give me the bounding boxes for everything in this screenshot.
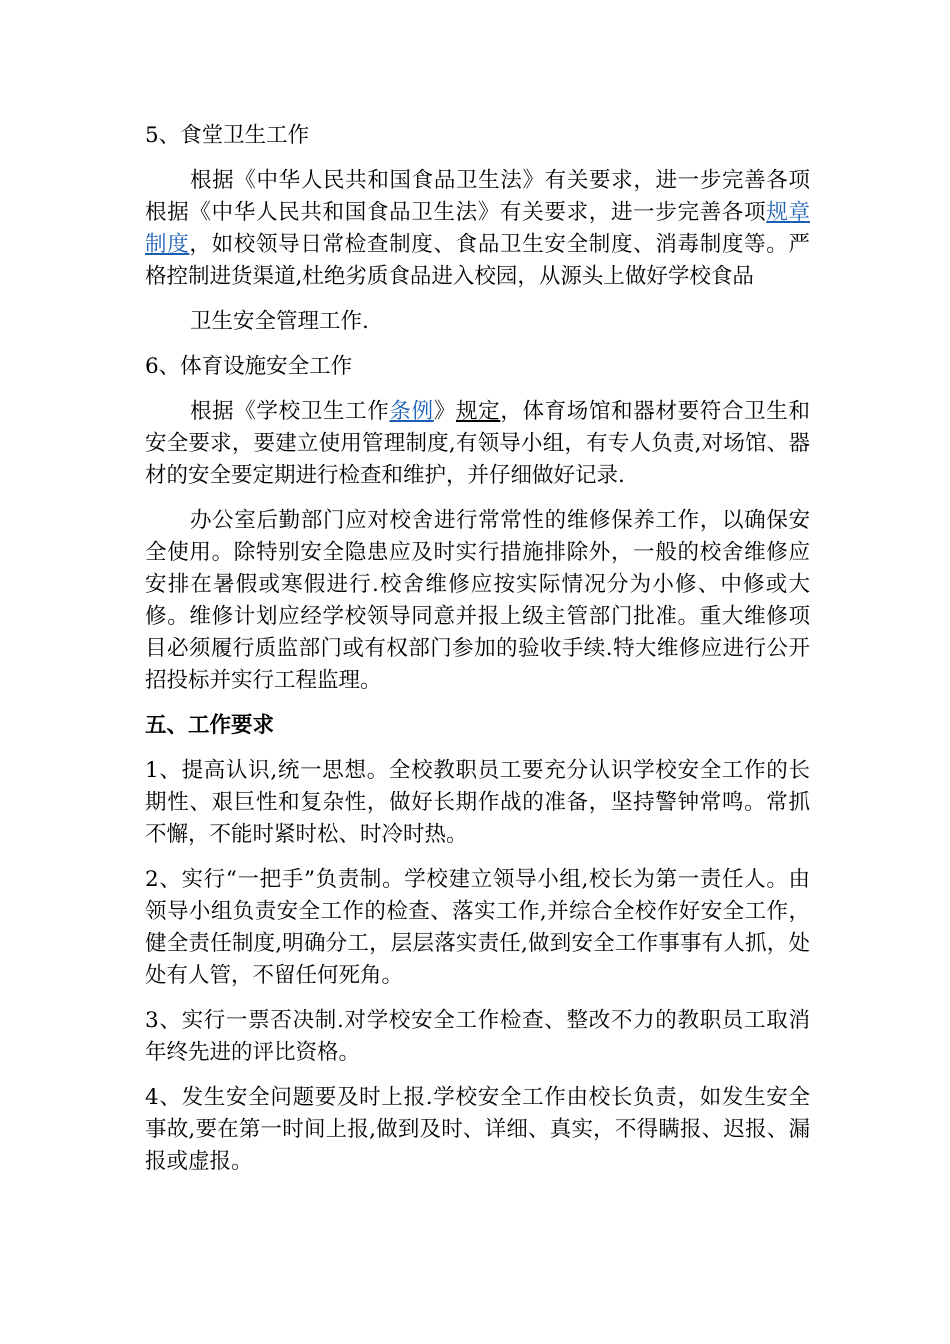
canteen-paragraph (145, 165, 810, 293)
regulation-link[interactable]: 条例 (389, 399, 434, 424)
requirement-item-3: 3、实行一票否决制.对学校安全工作检查、整改不力的教职员工取消年终先进的评比资格。 (145, 1008, 810, 1065)
section-5-title: 5、食堂卫生工作 (145, 123, 310, 148)
document-page (145, 120, 810, 1191)
sports-text-after: ，体育场馆和器材要符合卫生和安全要求，要建立使用管理制度,有领导小组，有专人负责,对场馆、器材的安全要定期进行检查和维护，并仔细做好记录. (145, 399, 810, 488)
requirement-item-1: 1、提高认识,统一思想。全校教职员工要充分认识学校安全工作的长期性、艰巨性和复杂性，做好长期作战的准备，坚持警钟常鸣。常抓不懈，不能时紧时松、时冷时热。 (145, 758, 810, 847)
section-6-title: 6、体育设施安全工作 (145, 354, 353, 379)
work-requirements-heading: 五、工作要求 (145, 713, 275, 738)
sports-facility-paragraph (145, 396, 810, 492)
requirement-item-4: 4、发生安全问题要及时上报.学校安全工作由校长负责，如发生安全事故,要在第一时间上报,做到及时、详细、真实，不得瞒报、迟报、漏报或虚报。 (145, 1085, 810, 1174)
sports-text-before-link: 根据《学校卫生工作 (190, 399, 390, 424)
provisions-underlined-text: 规定 (455, 399, 501, 424)
canteen-text-before-link: 根据《中华人民共和国食品卫生法》有关要求，进一步完善各项根据《中华人民共和国食品卫生法》有关要求，进一步完善各项 (145, 168, 810, 225)
regulations-link[interactable]: 规章制度 (145, 200, 810, 257)
sports-text-bracket: 》 (433, 399, 456, 424)
canteen-text-after-link: ，如校领导日常检查制度、食品卫生安全制度、消毒制度等。严格控制进货渠道,杜绝劣质食品进入校园，从源头上做好学校食品 (145, 232, 810, 289)
maintenance-paragraph: 办公室后勤部门应对校舍进行常常性的维修保养工作，以确保安全使用。除特别安全隐患应及时实行措施排除外，一般的校舍维修应安排在暑假或寒假进行.校舍维修应按实际情况分为小修、中修或大修。维修计划应经学校领导同意并报上级主管部门批准。重大维修项目必须履行质监部门或有权部门参加的验收手续.特大维修应进行公开招投标并实行工程监理。 (145, 508, 810, 693)
canteen-paragraph-continued: 卫生安全管理工作. (190, 309, 369, 334)
requirement-item-2: 2、实行“一把手”负责制。学校建立领导小组,校长为第一责任人。由领导小组负责安全工作的检查、落实工作,并综合全校作好安全工作，健全责任制度,明确分工，层层落实责任,做到安全工作事事有人抓，处处有人管，不留任何死角。 (145, 867, 810, 988)
